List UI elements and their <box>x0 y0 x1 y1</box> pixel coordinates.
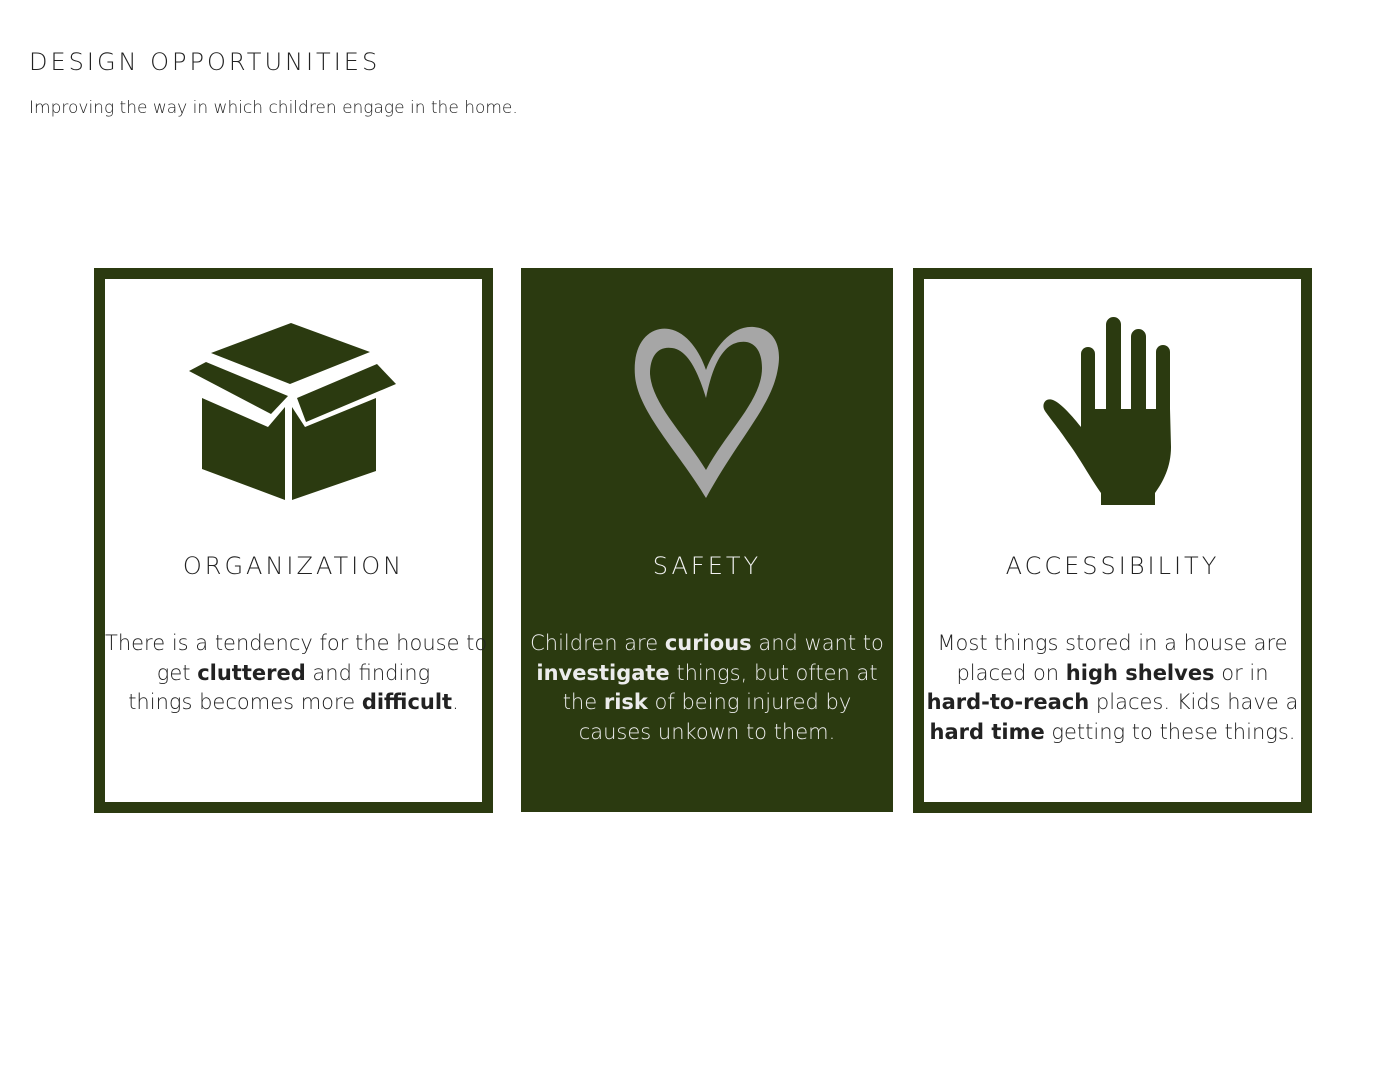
accessibility-card <box>913 268 1312 813</box>
accessibility-title: ACCESSIBILITY <box>1005 552 1220 580</box>
safety-description: Children are curious and want to investigate things, but often at the risk of being injured by causes unkown to them. <box>530 631 884 744</box>
safety-title: SAFETY <box>652 552 762 580</box>
organization-description: There is a tendency for the house to get cluttered and finding things becomes more difficult. <box>105 631 488 714</box>
organization-card <box>94 268 493 813</box>
organization-title: ORGANIZATION <box>182 552 405 580</box>
hand-icon <box>1043 317 1183 509</box>
page-subtitle: Improving the way in which children engage in the home. <box>29 98 518 118</box>
box-icon <box>189 323 399 503</box>
page-title: DESIGN OPPORTUNITIES <box>29 48 381 76</box>
accessibility-description: Most things stored in a house are placed on high shelves or in hard-to-reach places. Kids have a hard time getting to these things. <box>926 631 1299 744</box>
heart-icon <box>632 324 782 500</box>
safety-card <box>521 268 893 812</box>
